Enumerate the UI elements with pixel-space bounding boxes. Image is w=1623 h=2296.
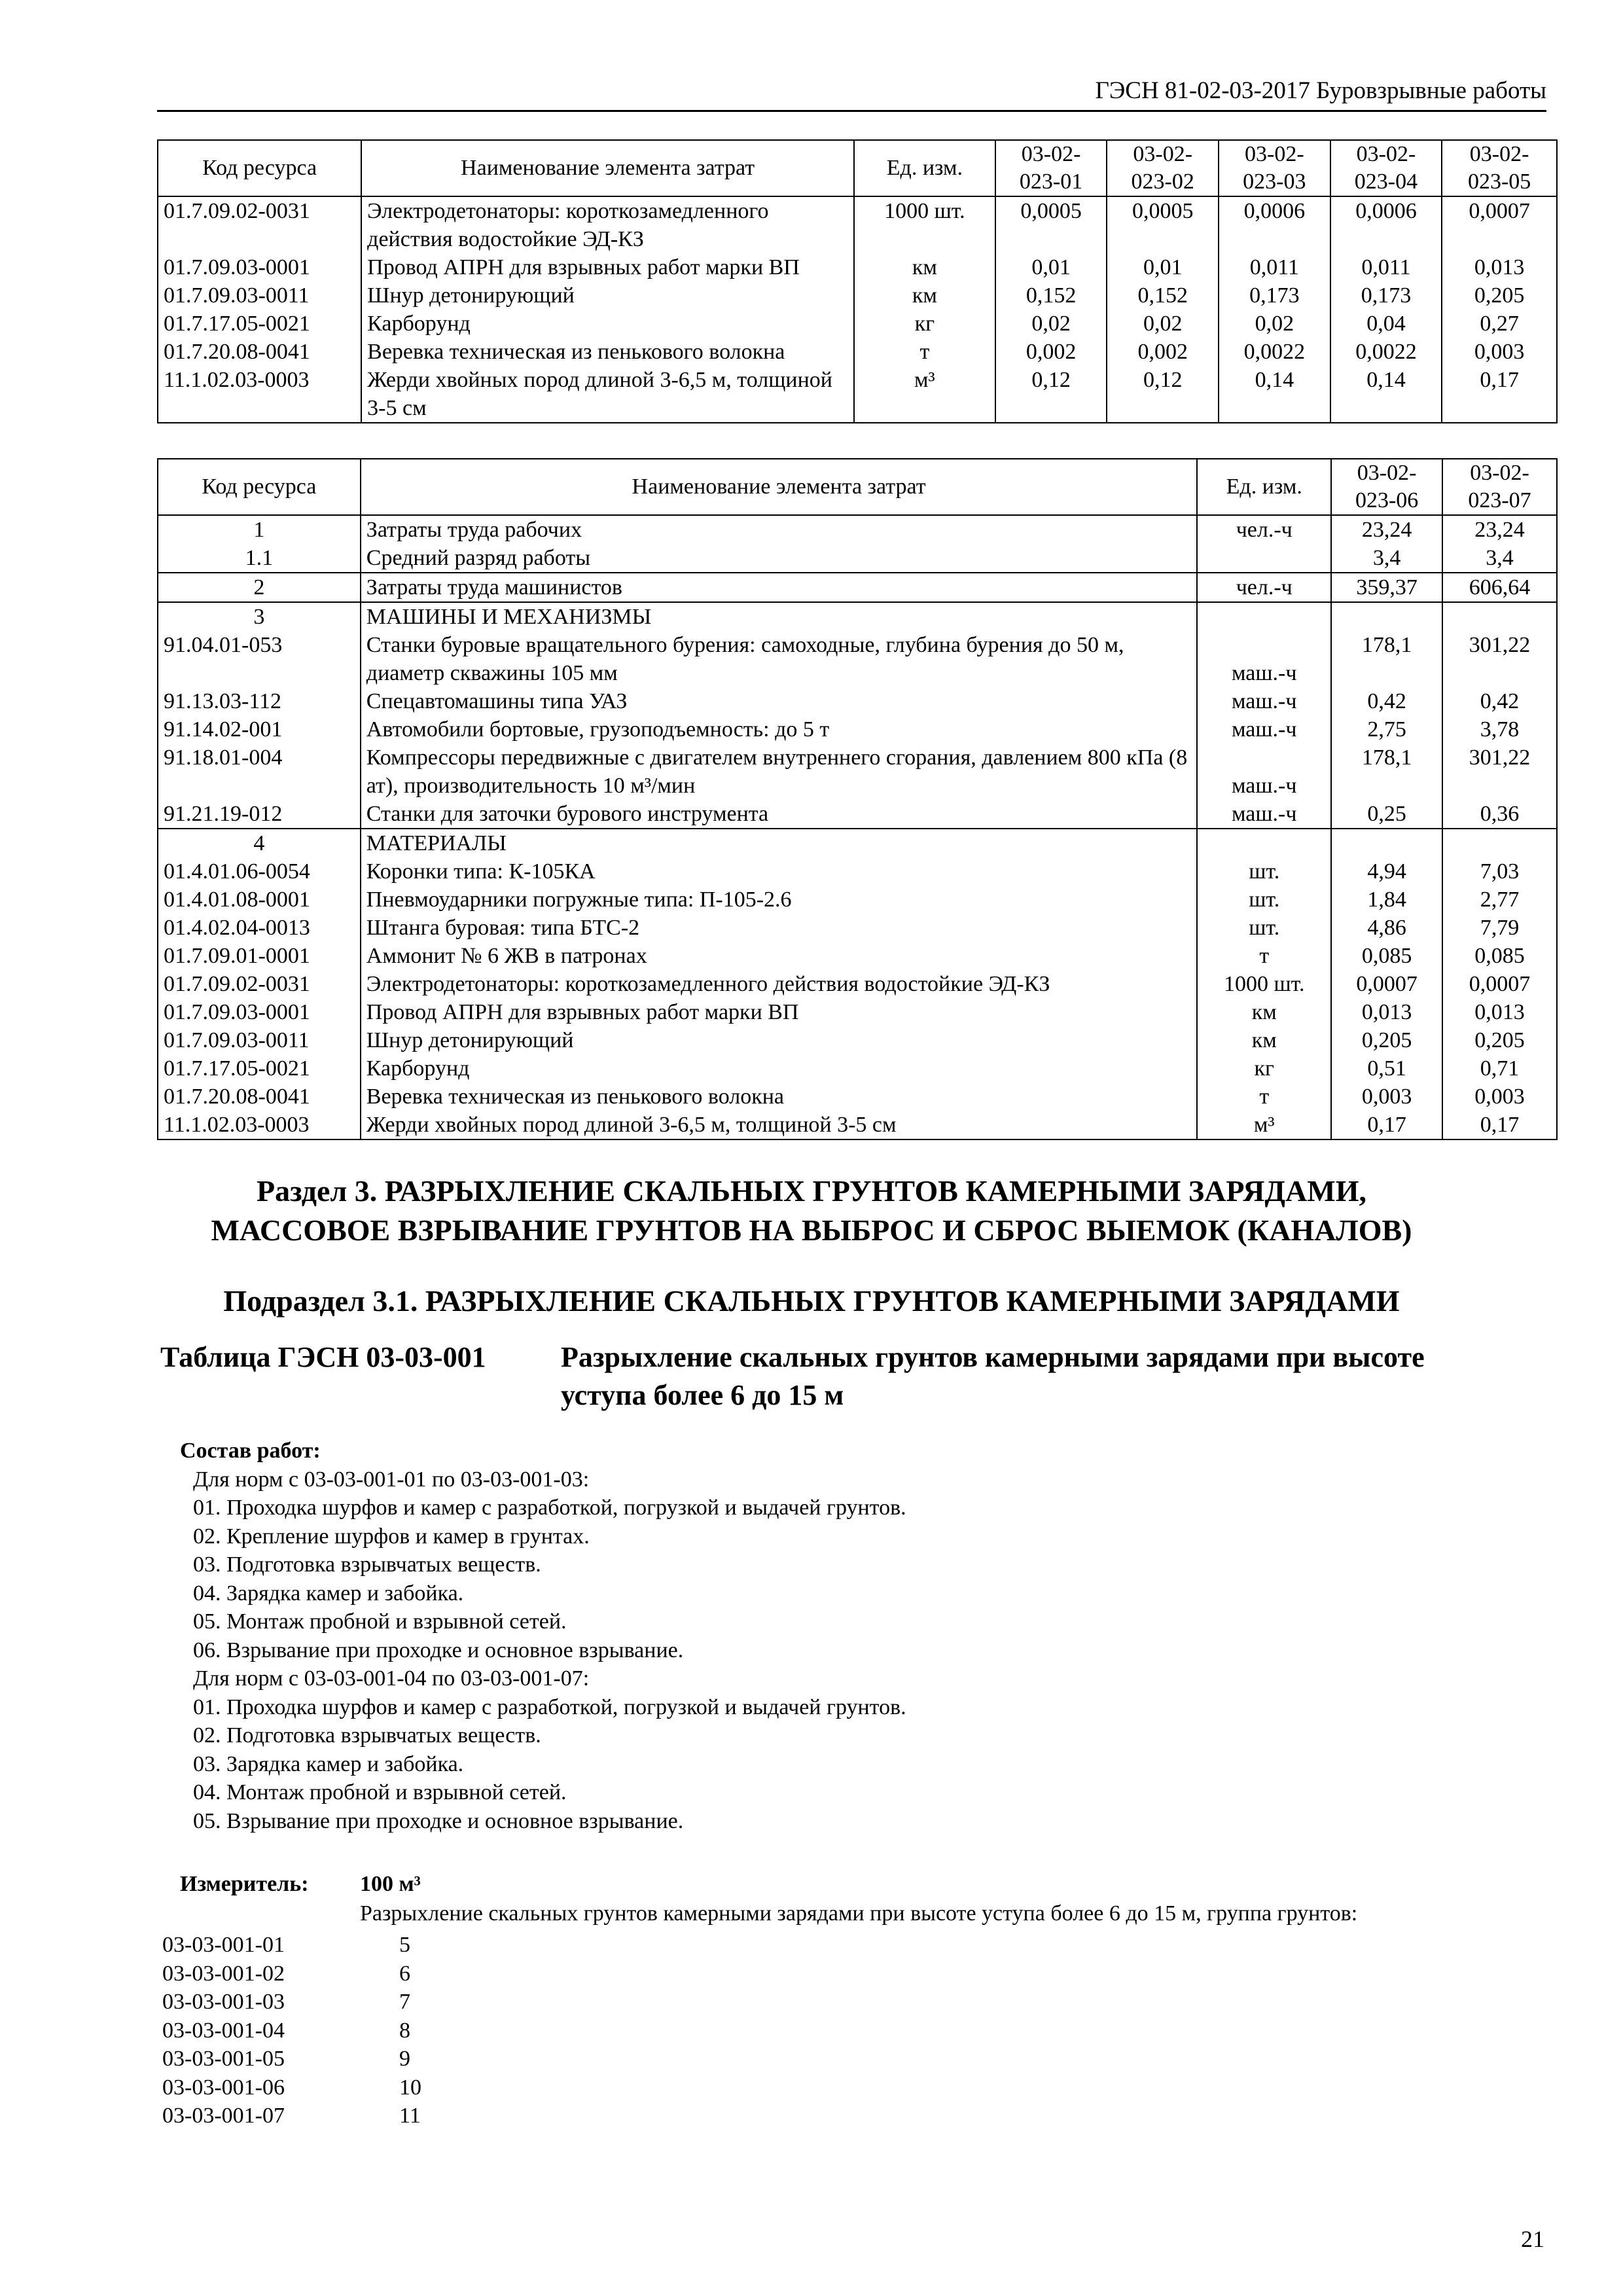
list-item: [162, 2017, 421, 2045]
table-name-line-2: уступа более 6 до 15 м: [561, 1379, 844, 1411]
cell-value: 0,01: [995, 253, 1107, 281]
norm-code: 03-03-001-02: [162, 1961, 285, 1986]
resource-code: 01.7.17.05-0021: [158, 1054, 361, 1083]
resource-code: 91.04.01-053: [158, 631, 361, 687]
value-023-06: 0,003: [1331, 1083, 1442, 1111]
table-row: [158, 1054, 1557, 1083]
running-header: ГЭСН 81-02-03-2017 Буровзрывные работы: [157, 72, 1546, 112]
unit: м³: [1197, 1111, 1331, 1139]
work-item: 03. Подготовка взрывчатых веществ.: [193, 1552, 541, 1577]
value-023-06: 23,24: [1331, 515, 1442, 544]
work-item: 02. Подготовка взрывчатых веществ.: [193, 1723, 541, 1748]
resource-name: Затраты труда рабочих: [361, 515, 1198, 544]
resource-code: 91.13.03-112: [158, 687, 361, 715]
soil-group: 8: [399, 2018, 410, 2043]
column-header: 03-02- 023-04: [1330, 140, 1442, 196]
resource-code: 11.1.02.03-0003: [158, 1111, 361, 1139]
unit: [1197, 829, 1331, 857]
table-row: [158, 631, 1557, 687]
resource-code: 01.7.09.01-0001: [158, 942, 361, 970]
value-023-06: 0,42: [1331, 687, 1442, 715]
cell-value: 0,0006: [1330, 196, 1442, 253]
list-item: [162, 1960, 421, 1988]
table-row: [158, 886, 1557, 914]
page-number: 21: [1521, 2226, 1544, 2252]
value-023-07: 0,71: [1442, 1054, 1557, 1083]
resource-name: Карборунд: [361, 310, 854, 338]
unit: км: [1197, 1026, 1331, 1054]
value-023-06: 359,37: [1331, 573, 1442, 602]
table-row: [158, 310, 1557, 338]
soil-group: 7: [399, 1990, 410, 2014]
value-023-07: 0,003: [1442, 1083, 1557, 1111]
resource-code: 01.4.02.04-0013: [158, 914, 361, 942]
resource-name: Шнур детонирующий: [361, 1026, 1198, 1054]
table-row: [158, 970, 1557, 998]
value-023-07: [1442, 602, 1557, 631]
cell-value: 0,152: [995, 281, 1107, 310]
resource-code: 01.4.01.06-0054: [158, 857, 361, 886]
cell-value: 0,27: [1442, 310, 1557, 338]
work-item: Для норм с 03-03-001-01 по 03-03-001-03:: [193, 1467, 590, 1492]
value-023-07: 0,17: [1442, 1111, 1557, 1139]
resource-code: 91.18.01-004: [158, 744, 361, 800]
value-023-06: 0,25: [1331, 800, 1442, 829]
table-row: [158, 366, 1557, 423]
cell-value: 0,205: [1442, 281, 1557, 310]
table-row: [158, 338, 1557, 366]
table-row: [158, 281, 1557, 310]
section-title-line-1: Раздел 3. РАЗРЫХЛЕНИЕ СКАЛЬНЫХ ГРУНТОВ КАМЕРНЫМИ ЗАРЯДАМИ,: [257, 1174, 1366, 1208]
table-header-row: [158, 459, 1557, 515]
resource-name: Средний разряд работы: [361, 544, 1198, 573]
value-023-07: 23,24: [1442, 515, 1557, 544]
list-item: [162, 1988, 421, 2017]
value-023-06: 2,75: [1331, 715, 1442, 744]
value-023-06: [1331, 602, 1442, 631]
resource-code: 11.1.02.03-0003: [158, 366, 361, 423]
column-header: Наименование элемента затрат: [361, 459, 1198, 515]
work-item: 03. Зарядка камер и забойка.: [193, 1751, 464, 1776]
measure-label: Измеритель:: [180, 1872, 309, 1896]
unit: [1197, 602, 1331, 631]
resource-code: 01.7.09.02-0031: [158, 970, 361, 998]
value-023-07: 301,22: [1442, 631, 1557, 687]
soil-group: 10: [399, 2075, 421, 2100]
cell-value: км: [854, 281, 995, 310]
soil-group: 5: [399, 1933, 410, 1957]
value-023-06: 4,94: [1331, 857, 1442, 886]
resource-code: 01.7.09.03-0001: [158, 253, 361, 281]
column-header: 03-02- 023-05: [1442, 140, 1557, 196]
measure-description: Разрыхление скальных грунтов камерными зарядами при высоте уступа более 6 до 15 м, группа грунтов:: [360, 1901, 1358, 1926]
value-023-07: 2,77: [1442, 886, 1557, 914]
table-row: [158, 800, 1557, 829]
work-item: 04. Зарядка камер и забойка.: [193, 1581, 464, 1605]
work-item: 05. Монтаж пробной и взрывной сетей.: [193, 1609, 567, 1634]
cell-value: 0,173: [1219, 281, 1330, 310]
unit: чел.-ч: [1197, 515, 1331, 544]
value-023-07: 301,22: [1442, 744, 1557, 800]
unit: [1197, 544, 1331, 573]
resource-name: Компрессоры передвижные с двигателем внутреннего сгорания, давлением 800 кПа (8 ат), производительность 10 м³/мин: [361, 744, 1198, 800]
list-item: [162, 2045, 421, 2073]
cell-value: 0,0005: [1107, 196, 1219, 253]
work-composition: [180, 1437, 906, 1835]
value-023-06: 3,4: [1331, 544, 1442, 573]
cell-value: 0,12: [995, 366, 1107, 423]
norm-code: 03-03-001-07: [162, 2104, 285, 2128]
resource-code: 01.7.09.02-0031: [158, 196, 361, 253]
resource-name: Станки буровые вращательного бурения: самоходные, глубина бурения до 50 м, диаметр скважины 105 мм: [361, 631, 1198, 687]
resource-code: 01.7.20.08-0041: [158, 1083, 361, 1111]
unit: шт.: [1197, 886, 1331, 914]
column-header: Код ресурса: [158, 459, 361, 515]
resource-name: Электродетонаторы: короткозамедленного действия водостойкие ЭД-КЗ: [361, 970, 1198, 998]
value-023-07: 0,205: [1442, 1026, 1557, 1054]
resource-name: Спецавтомашины типа УАЗ: [361, 687, 1198, 715]
work-title: Состав работ:: [180, 1439, 321, 1463]
value-023-06: 0,013: [1331, 998, 1442, 1026]
table-row: [158, 744, 1557, 800]
cell-value: 0,011: [1219, 253, 1330, 281]
unit: маш.-ч: [1197, 687, 1331, 715]
value-023-06: 0,205: [1331, 1026, 1442, 1054]
resource-table-1: [157, 139, 1558, 423]
cell-value: 0,02: [995, 310, 1107, 338]
value-023-07: 0,085: [1442, 942, 1557, 970]
unit: чел.-ч: [1197, 573, 1331, 602]
unit: т: [1197, 942, 1331, 970]
value-023-07: 0,013: [1442, 998, 1557, 1026]
column-header: 03-02- 023-02: [1107, 140, 1219, 196]
cell-value: 0,0006: [1219, 196, 1330, 253]
norm-code: 03-03-001-01: [162, 1933, 285, 1957]
resource-name: Затраты труда машинистов: [361, 573, 1198, 602]
cell-value: 0,0005: [995, 196, 1107, 253]
list-item: [162, 1931, 421, 1960]
resource-name: Станки для заточки бурового инструмента: [361, 800, 1198, 829]
value-023-07: [1442, 829, 1557, 857]
table-row: [158, 1026, 1557, 1054]
resource-name: Электродетонаторы: короткозамедленного действия водостойкие ЭД-КЗ: [361, 196, 854, 253]
value-023-06: 4,86: [1331, 914, 1442, 942]
unit: маш.-ч: [1197, 800, 1331, 829]
soil-group: 11: [399, 2104, 421, 2128]
column-header: 03-02- 023-03: [1219, 140, 1330, 196]
resource-table-2: [157, 458, 1558, 1140]
unit: маш.-ч: [1197, 715, 1331, 744]
table-row: [158, 253, 1557, 281]
cell-value: 0,0022: [1330, 338, 1442, 366]
section-title-line-2: МАССОВОЕ ВЗРЫВАНИЕ ГРУНТОВ НА ВЫБРОС И СБРОС ВЫЕМОК (КАНАЛОВ): [211, 1213, 1412, 1247]
resource-code: 01.4.01.08-0001: [158, 886, 361, 914]
resource-code: 01.7.09.03-0011: [158, 1026, 361, 1054]
table-code: Таблица ГЭСН 03-03-001: [160, 1341, 486, 1373]
column-header: Наименование элемента затрат: [361, 140, 854, 196]
value-023-06: 0,51: [1331, 1054, 1442, 1083]
list-item: [162, 2102, 421, 2130]
norm-code-list: [162, 1931, 421, 2130]
resource-name: МАШИНЫ И МЕХАНИЗМЫ: [361, 602, 1198, 631]
table-row: [158, 515, 1557, 544]
table-row: [158, 857, 1557, 886]
table-row: [158, 829, 1557, 857]
cell-value: 0,17: [1442, 366, 1557, 423]
unit: кг: [1197, 1054, 1331, 1083]
work-item: 05. Взрывание при проходке и основное взрывание.: [193, 1808, 684, 1833]
value-023-06: 178,1: [1331, 631, 1442, 687]
resource-name: Карборунд: [361, 1054, 1198, 1083]
work-item: 01. Проходка шурфов и камер с разработкой, погрузкой и выдачей грунтов.: [193, 1496, 906, 1520]
subsection-title: Подраздел 3.1. РАЗРЫХЛЕНИЕ СКАЛЬНЫХ ГРУНТОВ КАМЕРНЫМИ ЗАРЯДАМИ: [223, 1284, 1400, 1318]
resource-code: 91.14.02-001: [158, 715, 361, 744]
resource-name: Автомобили бортовые, грузоподъемность: до 5 т: [361, 715, 1198, 744]
unit: т: [1197, 1083, 1331, 1111]
resource-name: Жерди хвойных пород длиной 3-6,5 м, толщиной 3-5 см: [361, 366, 854, 423]
soil-group: 6: [399, 1961, 410, 1986]
cell-value: 0,003: [1442, 338, 1557, 366]
table-row: [158, 715, 1557, 744]
cell-value: 0,0022: [1219, 338, 1330, 366]
cell-value: 0,14: [1330, 366, 1442, 423]
cell-value: 0,02: [1107, 310, 1219, 338]
value-023-06: 1,84: [1331, 886, 1442, 914]
cell-value: 0,013: [1442, 253, 1557, 281]
resource-code: 01.7.20.08-0041: [158, 338, 361, 366]
resource-code: 1: [158, 515, 361, 544]
resource-code: 3: [158, 602, 361, 631]
table-header-row: [158, 140, 1557, 196]
soil-group: 9: [399, 2047, 410, 2071]
value-023-07: 0,36: [1442, 800, 1557, 829]
work-item: Для норм с 03-03-001-04 по 03-03-001-07:: [193, 1666, 590, 1691]
cell-value: 0,152: [1107, 281, 1219, 310]
norm-code: 03-03-001-05: [162, 2047, 285, 2071]
table-row: [158, 602, 1557, 631]
resource-code: 91.21.19-012: [158, 800, 361, 829]
resource-code: 2: [158, 573, 361, 602]
value-023-07: 0,0007: [1442, 970, 1557, 998]
cell-value: м³: [854, 366, 995, 423]
table-row: [158, 914, 1557, 942]
cell-value: 0,14: [1219, 366, 1330, 423]
resource-name: Шнур детонирующий: [361, 281, 854, 310]
work-item: 06. Взрывание при проходке и основное взрывание.: [193, 1638, 684, 1662]
cell-value: 0,173: [1330, 281, 1442, 310]
resource-name: Веревка техническая из пенькового волокна: [361, 338, 854, 366]
value-023-07: 3,78: [1442, 715, 1557, 744]
measure-value: 100 м³: [360, 1872, 421, 1896]
cell-value: 0,04: [1330, 310, 1442, 338]
table-row: [158, 1111, 1557, 1139]
work-item: 04. Монтаж пробной и взрывной сетей.: [193, 1780, 567, 1804]
value-023-06: 0,0007: [1331, 970, 1442, 998]
table-name-line-1: Разрыхление скальных грунтов камерными зарядами при высоте: [561, 1341, 1425, 1373]
cell-value: 0,0007: [1442, 196, 1557, 253]
value-023-06: 0,17: [1331, 1111, 1442, 1139]
resource-name: Штанга буровая: типа БТС-2: [361, 914, 1198, 942]
list-item: [162, 2073, 421, 2102]
cell-value: 1000 шт.: [854, 196, 995, 253]
resource-name: Аммонит № 6 ЖВ в патронах: [361, 942, 1198, 970]
value-023-07: 0,42: [1442, 687, 1557, 715]
column-header: Код ресурса: [158, 140, 361, 196]
value-023-06: [1331, 829, 1442, 857]
resource-name: МАТЕРИАЛЫ: [361, 829, 1198, 857]
norm-code: 03-03-001-03: [162, 1990, 285, 2014]
resource-code: 01.7.09.03-0011: [158, 281, 361, 310]
work-item: 01. Проходка шурфов и камер с разработкой, погрузкой и выдачей грунтов.: [193, 1695, 906, 1719]
table-row: [158, 1083, 1557, 1111]
resource-code: 01.7.09.03-0001: [158, 998, 361, 1026]
cell-value: кг: [854, 310, 995, 338]
unit: км: [1197, 998, 1331, 1026]
value-023-07: 3,4: [1442, 544, 1557, 573]
resource-code: 1.1: [158, 544, 361, 573]
resource-name: Жерди хвойных пород длиной 3-6,5 м, толщиной 3-5 см: [361, 1111, 1198, 1139]
column-header: 03-02- 023-07: [1442, 459, 1557, 515]
table-row: [158, 196, 1557, 253]
table-row: [158, 942, 1557, 970]
norm-code: 03-03-001-04: [162, 2018, 285, 2043]
resource-name: Пневмоударники погружные типа: П-105-2.6: [361, 886, 1198, 914]
cell-value: 0,01: [1107, 253, 1219, 281]
work-item: 02. Крепление шурфов и камер в грунтах.: [193, 1524, 590, 1549]
column-header: Ед. изм.: [854, 140, 995, 196]
norm-code: 03-03-001-06: [162, 2075, 285, 2100]
table-row: [158, 544, 1557, 573]
resource-name: Провод АПРН для взрывных работ марки ВП: [361, 253, 854, 281]
column-header: Ед. изм.: [1197, 459, 1331, 515]
cell-value: км: [854, 253, 995, 281]
value-023-06: 178,1: [1331, 744, 1442, 800]
cell-value: т: [854, 338, 995, 366]
value-023-07: 7,79: [1442, 914, 1557, 942]
column-header: 03-02- 023-01: [995, 140, 1107, 196]
cell-value: 0,02: [1219, 310, 1330, 338]
cell-value: 0,011: [1330, 253, 1442, 281]
value-023-07: 606,64: [1442, 573, 1557, 602]
unit: 1000 шт.: [1197, 970, 1331, 998]
resource-name: Провод АПРН для взрывных работ марки ВП: [361, 998, 1198, 1026]
resource-code: 01.7.17.05-0021: [158, 310, 361, 338]
unit: маш.-ч: [1197, 631, 1331, 687]
table-row: [158, 687, 1557, 715]
cell-value: 0,12: [1107, 366, 1219, 423]
resource-name: Коронки типа: К-105КА: [361, 857, 1198, 886]
table-row: [158, 998, 1557, 1026]
unit: шт.: [1197, 914, 1331, 942]
cell-value: 0,002: [995, 338, 1107, 366]
resource-code: 4: [158, 829, 361, 857]
cell-value: 0,002: [1107, 338, 1219, 366]
table-row: [158, 573, 1557, 602]
unit: шт.: [1197, 857, 1331, 886]
value-023-07: 7,03: [1442, 857, 1557, 886]
value-023-06: 0,085: [1331, 942, 1442, 970]
unit: маш.-ч: [1197, 744, 1331, 800]
resource-name: Веревка техническая из пенькового волокна: [361, 1083, 1198, 1111]
column-header: 03-02- 023-06: [1331, 459, 1442, 515]
